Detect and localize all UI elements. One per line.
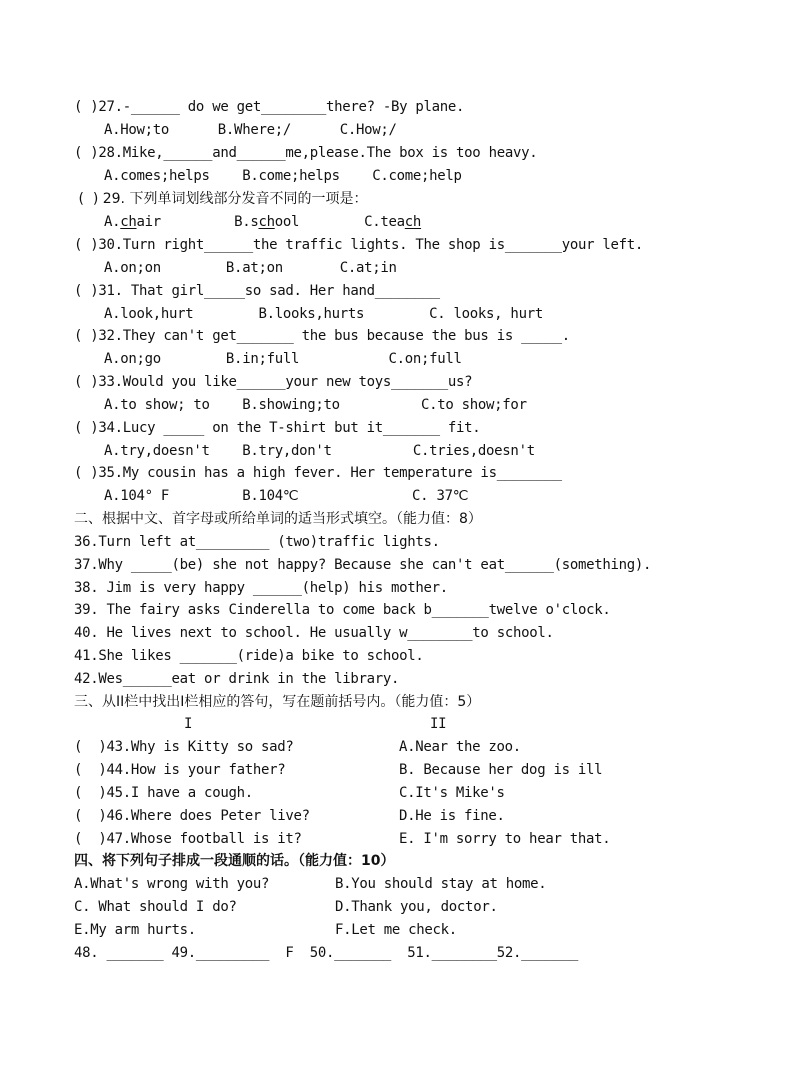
worksheet-line: ( )27.-______ do we get________there? -By plane. — [74, 99, 465, 115]
text-span: air B.s — [136, 214, 259, 230]
worksheet-line: 38. Jim is very happy ______(help) his mother. — [74, 580, 448, 596]
worksheet-line: ( ) 29. 下列单词划线部分发音不同的一项是： — [74, 191, 368, 207]
worksheet-line: A.on;go B.in;full C.on;full — [104, 351, 462, 367]
worksheet-line: 39. The fairy asks Cinderella to come back b_______twelve o'clock. — [74, 602, 611, 618]
worksheet-line: A.How;to B.Where;/ C.How;/ — [104, 122, 397, 138]
worksheet-line — [104, 212, 421, 232]
sentence-option: F.Let me check. — [335, 922, 457, 938]
section-4-title: 四、将下列句子排成一段通顺的话。（能力值：10） — [74, 853, 395, 869]
matching-question: ( )44.How is your father? — [74, 762, 286, 778]
sentence-option: C. What should I do? — [74, 899, 237, 915]
sentence-option: A.What's wrong with you? — [74, 876, 270, 892]
worksheet-line: ( )32.They can't get_______ the bus because the bus is _____. — [74, 328, 570, 344]
matching-question: ( )43.Why is Kitty so sad? — [74, 739, 294, 755]
matching-question: ( )46.Where does Peter live? — [74, 808, 310, 824]
matching-question: ( )47.Whose football is it? — [74, 831, 302, 847]
worksheet-line: 42.Wes______eat or drink in the library. — [74, 671, 400, 687]
column-header-i: I — [184, 716, 193, 732]
worksheet-line: 40. He lives next to school. He usually w________to school. — [74, 625, 554, 641]
worksheet-line: A.to show; to B.showing;to C.to show;for — [104, 397, 527, 413]
matching-answer: B. Because her dog is ill — [399, 762, 603, 778]
text-span: A. — [104, 214, 121, 230]
matching-answer: D.He is fine. — [399, 808, 505, 824]
matching-question: ( )45.I have a cough. — [74, 785, 253, 801]
worksheet-line: A.104° F B.104℃ C. 37℃ — [104, 488, 469, 504]
sentence-option: D.Thank you, doctor. — [335, 899, 498, 915]
sentence-option: E.My arm hurts. — [74, 922, 196, 938]
worksheet-line: A.comes;helps B.come;helps C.come;help — [104, 168, 462, 184]
matching-answer: C.It's Mike's — [399, 785, 505, 801]
worksheet-line: ( )33.Would you like______your new toys_______us? — [74, 374, 473, 390]
worksheet-line: A.look,hurt B.looks,hurts C. looks, hurt — [104, 306, 543, 322]
worksheet-line: A.try,doesn't B.try,don't C.tries,doesn't — [104, 443, 535, 459]
worksheet-line: ( )31. That girl_____so sad. Her hand________ — [74, 283, 440, 299]
sentence-option: B.You should stay at home. — [335, 876, 547, 892]
underlined-letters: ch — [404, 214, 422, 230]
worksheet-line: 37.Why _____(be) she not happy? Because she can't eat______(something). — [74, 557, 652, 573]
worksheet-line: ( )34.Lucy _____ on the T-shirt but it_______ fit. — [74, 420, 481, 436]
worksheet-line: ( )30.Turn right______the traffic lights. The shop is_______your left. — [74, 237, 644, 253]
worksheet-line: A.on;on B.at;on C.at;in — [104, 260, 397, 276]
worksheet-line: 三、从II栏中找出I栏相应的答句，写在题前括号内。（能力值：5） — [74, 694, 481, 710]
underlined-letters: ch — [120, 214, 137, 230]
worksheet-line: ( )35.My cousin has a high fever. Her temperature is________ — [74, 465, 562, 481]
text-span: ool C.tea — [274, 214, 405, 230]
worksheet-line: 41.She likes _______(ride)a bike to school. — [74, 648, 424, 664]
column-header-ii: II — [430, 716, 447, 732]
worksheet-line: 二、根据中文、首字母或所给单词的适当形式填空。（能力值：8） — [74, 511, 482, 527]
worksheet-line: ( )28.Mike,______and______me,please.The box is too heavy. — [74, 145, 538, 161]
underlined-letters: ch — [258, 214, 275, 230]
matching-answer: A.Near the zoo. — [399, 739, 521, 755]
worksheet-line: 36.Turn left at_________ (two)traffic lights. — [74, 534, 440, 550]
matching-answer: E. I'm sorry to hear that. — [399, 831, 611, 847]
order-answer-line: 48. _______ 49._________ F 50._______ 51.________52._______ — [74, 945, 578, 961]
